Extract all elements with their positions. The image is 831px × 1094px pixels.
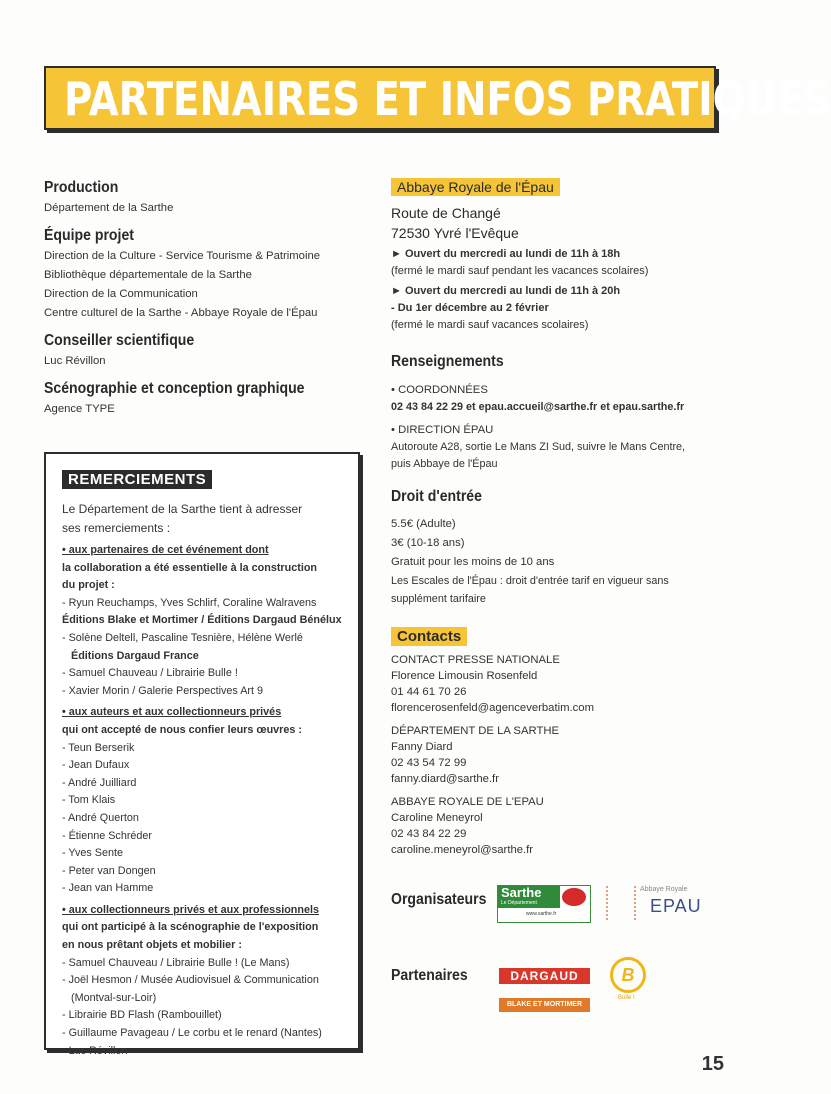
left-column xyxy=(44,176,364,419)
hours-line: ► Ouvert du mercredi au lundi de 11h à 18h xyxy=(391,248,621,260)
address-line: Route de Changé xyxy=(391,205,501,221)
direction-label: • DIRECTION ÉPAU xyxy=(391,424,494,436)
hours-line: ► Ouvert du mercredi au lundi de 11h à 20h xyxy=(391,285,621,297)
coord-line: 02 43 84 22 29 et epau.accueil@sarthe.fr et epau.sarthe.fr xyxy=(391,401,685,413)
page-number: 15 xyxy=(701,1053,724,1075)
section-head: • aux auteurs et aux collectionneurs privés xyxy=(62,706,282,719)
contact-block xyxy=(391,652,721,716)
hours-line: (fermé le mardi sauf pendant les vacances scolaires) xyxy=(391,265,649,277)
abbaye-tag: Abbaye Royale de l'Épau xyxy=(391,178,560,196)
list-item: - Guillaume Pavageau / Le corbu et le renard (Nantes) xyxy=(62,1027,322,1040)
sarthe-logo-sub: Le Département xyxy=(501,900,537,906)
hours-line: - Du 1er décembre au 2 février xyxy=(391,302,549,314)
list-item: - Samuel Chauveau / Librairie Bulle ! (Le Mans) xyxy=(62,956,290,969)
right-column xyxy=(391,176,721,858)
list-item: - André Querton xyxy=(62,811,139,824)
conseiller-heading: Conseiller scientifique xyxy=(44,332,195,349)
section-head: • aux collectionneurs privés et aux professionnels xyxy=(62,903,319,916)
remerciements-box xyxy=(44,452,360,1057)
list-item: - Librairie BD Flash (Rambouillet) xyxy=(62,1009,222,1022)
epau-logo-text: EPAU xyxy=(650,896,702,916)
contact-line: DÉPARTEMENT DE LA SARTHE xyxy=(391,725,560,737)
list-item: - Joël Hesmon / Musée Audiovisuel & Communication xyxy=(62,974,319,987)
remerciements-content xyxy=(62,500,352,1060)
contact-line: ABBAYE ROYALE DE L'EPAU xyxy=(391,796,544,808)
list-item: (Montval-sur-Loir) xyxy=(71,991,157,1004)
price-line: Les Escales de l'Épau : droit d'entrée tarif en vigueur sans xyxy=(391,575,669,587)
coord-label: • COORDONNÉES xyxy=(391,384,488,396)
epau-logo-small: Abbaye Royale xyxy=(640,886,688,893)
contact-line: 02 43 84 22 29 xyxy=(391,828,467,840)
title-banner xyxy=(44,66,831,130)
bulle-logo-text: Bulle ! xyxy=(618,995,635,1001)
contact-line: 01 44 61 70 26 xyxy=(391,686,467,698)
epau-frame-icon xyxy=(606,886,636,920)
sarthe-logo-url: www.sarthe.fr xyxy=(526,911,557,917)
list-item: - Jean Dufaux xyxy=(62,759,130,772)
price-line: supplément tarifaire xyxy=(391,593,486,605)
contact-block xyxy=(391,723,721,787)
renseignements-heading: Renseignements xyxy=(391,353,504,370)
bulle-logo xyxy=(604,957,656,1013)
sarthe-shape xyxy=(562,888,586,906)
list-item: - Étienne Schréder xyxy=(62,829,153,842)
contact-line: florencerosenfeld@agenceverbatim.com xyxy=(391,702,594,714)
production-heading: Production xyxy=(44,179,119,196)
intro-line: Le Département de la Sarthe tient à adresser xyxy=(62,502,303,516)
contact-line: CONTACT PRESSE NATIONALE xyxy=(391,654,560,666)
production-line: Département de la Sarthe xyxy=(44,202,174,214)
blake-mortimer-logo-text: BLAKE ET MORTIMER xyxy=(506,1001,583,1008)
hours-line: (fermé le mardi sauf vacances scolaires) xyxy=(391,319,589,331)
direction-line: Autoroute A28, sortie Le Mans ZI Sud, suivre le Mans Centre, xyxy=(391,441,686,453)
contact-line: fanny.diard@sarthe.fr xyxy=(391,773,499,785)
contact-line: 02 43 54 72 99 xyxy=(391,757,467,769)
list-item: - Samuel Chauveau / Librairie Bulle ! xyxy=(62,667,238,680)
equipe-line: Centre culturel de la Sarthe - Abbaye Royale de l'Épau xyxy=(44,307,318,319)
partenaires-heading: Partenaires xyxy=(391,967,468,984)
sarthe-logo xyxy=(497,885,591,923)
section-head: en nous prêtant objets et mobilier : xyxy=(62,939,242,952)
contact-block xyxy=(391,794,721,858)
list-item: - Ryun Reuchamps, Yves Schlirf, Coraline Walravens xyxy=(62,596,317,609)
section-head: • aux partenaires de cet événement dont xyxy=(62,544,269,556)
equipe-line: Direction de la Communication xyxy=(44,288,198,300)
list-item: - Luc Révillon xyxy=(62,1044,128,1057)
scenographie-line: Agence TYPE xyxy=(44,403,115,415)
price-line: 3€ (10-18 ans) xyxy=(391,537,465,549)
section-head: qui ont participé à la scénographie de l'exposition xyxy=(62,921,319,934)
contact-line: Fanny Diard xyxy=(391,741,453,753)
bulle-icon: B xyxy=(610,957,646,993)
section-head: la collaboration a été essentielle à la construction xyxy=(62,561,318,574)
equipe-line: Bibliothèque départementale de la Sarthe xyxy=(44,269,252,281)
price-line: Gratuit pour les moins de 10 ans xyxy=(391,556,555,568)
conseiller-line: Luc Révillon xyxy=(44,355,106,367)
dargaud-logo-text: DARGAUD xyxy=(510,969,579,983)
sarthe-logo-text: Sarthe xyxy=(501,885,542,900)
droit-heading: Droit d'entrée xyxy=(391,488,482,505)
list-item: Éditions Blake et Mortimer / Éditions Dargaud Bénélux xyxy=(62,614,342,627)
contacts-tag: Contacts xyxy=(391,627,467,646)
section-head: qui ont accepté de nous confier leurs œuvres : xyxy=(62,723,302,736)
address-line: 72530 Yvré l'Evêque xyxy=(391,225,519,241)
section-head: du projet : xyxy=(62,579,115,592)
contact-line: caroline.meneyrol@sarthe.fr xyxy=(391,844,534,856)
list-item: - Solène Deltell, Pascaline Tesnière, Hélène Werlé xyxy=(62,631,303,644)
price-line: 5.5€ (Adulte) xyxy=(391,518,456,530)
list-item: - Teun Berserik xyxy=(62,741,135,754)
list-item: - Tom Klais xyxy=(62,794,116,807)
dargaud-logo xyxy=(499,968,590,984)
contact-line: Florence Limousin Rosenfeld xyxy=(391,670,538,682)
contact-line: Caroline Meneyrol xyxy=(391,812,483,824)
direction-line: puis Abbaye de l'Épau xyxy=(391,458,498,470)
list-item: - Peter van Dongen xyxy=(62,864,156,877)
equipe-line: Direction de la Culture - Service Tourisme & Patrimoine xyxy=(44,250,321,262)
list-item: - Jean van Hamme xyxy=(62,882,154,895)
list-item: - André Juilliard xyxy=(62,776,137,789)
list-item: Éditions Dargaud France xyxy=(71,649,199,662)
page-title: PARTENAIRES ET INFOS PRATIQUES xyxy=(64,72,831,126)
intro-line: ses remerciements : xyxy=(62,521,171,535)
scenographie-heading: Scénographie et conception graphique xyxy=(44,380,305,397)
abbaye-address xyxy=(391,203,721,243)
list-item: - Yves Sente xyxy=(62,847,124,860)
organisateurs-heading: Organisateurs xyxy=(391,891,487,908)
equipe-heading: Équipe projet xyxy=(44,227,134,244)
remerciements-title: REMERCIEMENTS xyxy=(62,470,212,489)
list-item: - Xavier Morin / Galerie Perspectives Art 9 xyxy=(62,684,264,697)
epau-logo xyxy=(606,884,702,922)
blake-mortimer-logo xyxy=(499,998,590,1012)
